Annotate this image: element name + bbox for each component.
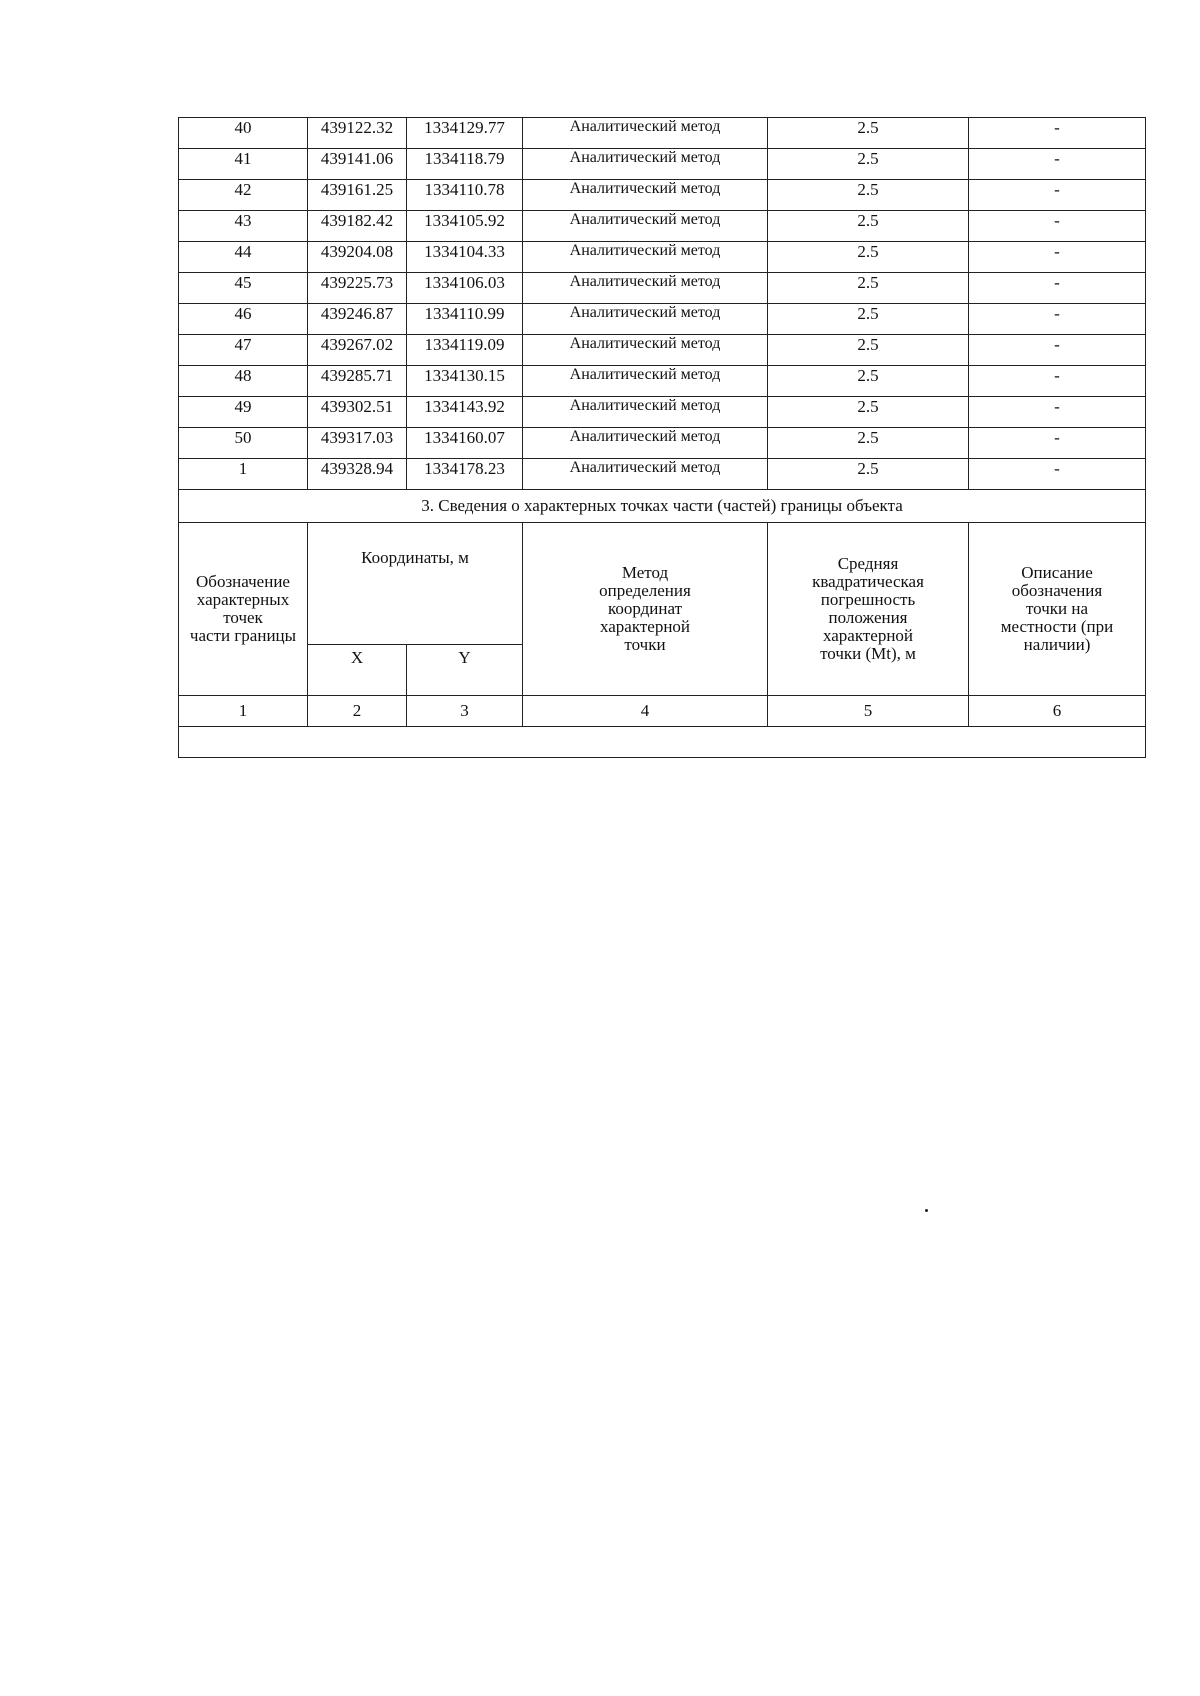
header-y: Y (407, 645, 523, 696)
column-number: 1 (179, 696, 308, 727)
column-number: 6 (969, 696, 1146, 727)
description-cell: - (969, 397, 1146, 428)
method-cell: Аналитический метод (523, 304, 768, 335)
method-cell: Аналитический метод (523, 459, 768, 490)
x-coordinate-cell: 439204.08 (308, 242, 407, 273)
mean-square-error-cell: 2.5 (768, 304, 969, 335)
header-row (179, 523, 1146, 645)
point-cell: 41 (179, 149, 308, 180)
x-coordinate-cell: 439285.71 (308, 366, 407, 397)
point-cell: 1 (179, 459, 308, 490)
header-description-label: Описание обозначения точки на местности (при наличии) (1000, 563, 1114, 654)
description-cell: - (969, 149, 1146, 180)
description-cell: - (969, 242, 1146, 273)
x-coordinate-cell: 439317.03 (308, 428, 407, 459)
mean-square-error-cell: 2.5 (768, 428, 969, 459)
header-coordinates: Координаты, м (308, 523, 523, 645)
x-coordinate-cell: 439122.32 (308, 118, 407, 149)
point-cell: 45 (179, 273, 308, 304)
header-mean-square-error-label: Средняя квадратическая погрешность положения характерной точки (Mt), м (812, 554, 924, 663)
table-row (179, 335, 1146, 366)
empty-cell (179, 727, 1146, 758)
y-coordinate-cell: 1334106.03 (407, 273, 523, 304)
table-row (179, 459, 1146, 490)
table-row (179, 397, 1146, 428)
header-method (523, 523, 768, 696)
y-coordinate-cell: 1334110.78 (407, 180, 523, 211)
y-coordinate-cell: 1334118.79 (407, 149, 523, 180)
y-coordinate-cell: 1334110.99 (407, 304, 523, 335)
y-coordinate-cell: 1334119.09 (407, 335, 523, 366)
point-cell: 43 (179, 211, 308, 242)
header-method-label: Метод определения координат характерной точки (599, 563, 691, 654)
column-number: 5 (768, 696, 969, 727)
data-rows (179, 118, 1146, 490)
mean-square-error-cell: 2.5 (768, 242, 969, 273)
table-row (179, 180, 1146, 211)
description-cell: - (969, 211, 1146, 242)
point-cell: 48 (179, 366, 308, 397)
header-description (969, 523, 1146, 696)
point-cell: 40 (179, 118, 308, 149)
description-cell: - (969, 273, 1146, 304)
mean-square-error-cell: 2.5 (768, 459, 969, 490)
method-cell: Аналитический метод (523, 118, 768, 149)
y-coordinate-cell: 1334160.07 (407, 428, 523, 459)
method-cell: Аналитический метод (523, 335, 768, 366)
mean-square-error-cell: 2.5 (768, 118, 969, 149)
table-row (179, 118, 1146, 149)
point-cell: 44 (179, 242, 308, 273)
x-coordinate-cell: 439141.06 (308, 149, 407, 180)
mean-square-error-cell: 2.5 (768, 397, 969, 428)
point-cell: 42 (179, 180, 308, 211)
section-title-row (179, 490, 1146, 523)
y-coordinate-cell: 1334129.77 (407, 118, 523, 149)
method-cell: Аналитический метод (523, 397, 768, 428)
y-coordinate-cell: 1334104.33 (407, 242, 523, 273)
column-number: 4 (523, 696, 768, 727)
table-row (179, 428, 1146, 459)
point-cell: 49 (179, 397, 308, 428)
description-cell: - (969, 304, 1146, 335)
mean-square-error-cell: 2.5 (768, 366, 969, 397)
description-cell: - (969, 428, 1146, 459)
description-cell: - (969, 366, 1146, 397)
header-point-designation (179, 523, 308, 696)
y-coordinate-cell: 1334130.15 (407, 366, 523, 397)
table-row (179, 273, 1146, 304)
x-coordinate-cell: 439328.94 (308, 459, 407, 490)
mean-square-error-cell: 2.5 (768, 180, 969, 211)
table-row (179, 149, 1146, 180)
column-number: 3 (407, 696, 523, 727)
empty-row (179, 727, 1146, 758)
table-row (179, 304, 1146, 335)
description-cell: - (969, 180, 1146, 211)
column-number: 2 (308, 696, 407, 727)
section-3 (179, 490, 1146, 758)
y-coordinate-cell: 1334178.23 (407, 459, 523, 490)
mean-square-error-cell: 2.5 (768, 335, 969, 366)
description-cell: - (969, 335, 1146, 366)
x-coordinate-cell: 439225.73 (308, 273, 407, 304)
point-cell: 46 (179, 304, 308, 335)
method-cell: Аналитический метод (523, 149, 768, 180)
mean-square-error-cell: 2.5 (768, 273, 969, 304)
x-coordinate-cell: 439302.51 (308, 397, 407, 428)
description-cell: - (969, 459, 1146, 490)
method-cell: Аналитический метод (523, 180, 768, 211)
table-row (179, 366, 1146, 397)
method-cell: Аналитический метод (523, 242, 768, 273)
method-cell: Аналитический метод (523, 211, 768, 242)
section-title: 3. Сведения о характерных точках части (частей) границы объекта (179, 490, 1146, 523)
method-cell: Аналитический метод (523, 273, 768, 304)
table-row (179, 211, 1146, 242)
column-numbers-row (179, 696, 1146, 727)
method-cell: Аналитический метод (523, 366, 768, 397)
method-cell: Аналитический метод (523, 428, 768, 459)
header-point-designation-label: Обозначение характерных точек части границы (189, 572, 297, 645)
x-coordinate-cell: 439182.42 (308, 211, 407, 242)
y-coordinate-cell: 1334143.92 (407, 397, 523, 428)
x-coordinate-cell: 439161.25 (308, 180, 407, 211)
description-cell: - (969, 118, 1146, 149)
ink-speck (925, 1209, 928, 1212)
point-cell: 47 (179, 335, 308, 366)
mean-square-error-cell: 2.5 (768, 211, 969, 242)
x-coordinate-cell: 439246.87 (308, 304, 407, 335)
header-x: X (308, 645, 407, 696)
header-mean-square-error (768, 523, 969, 696)
x-coordinate-cell: 439267.02 (308, 335, 407, 366)
mean-square-error-cell: 2.5 (768, 149, 969, 180)
point-cell: 50 (179, 428, 308, 459)
table-row (179, 242, 1146, 273)
boundary-points-table (178, 117, 1146, 758)
y-coordinate-cell: 1334105.92 (407, 211, 523, 242)
